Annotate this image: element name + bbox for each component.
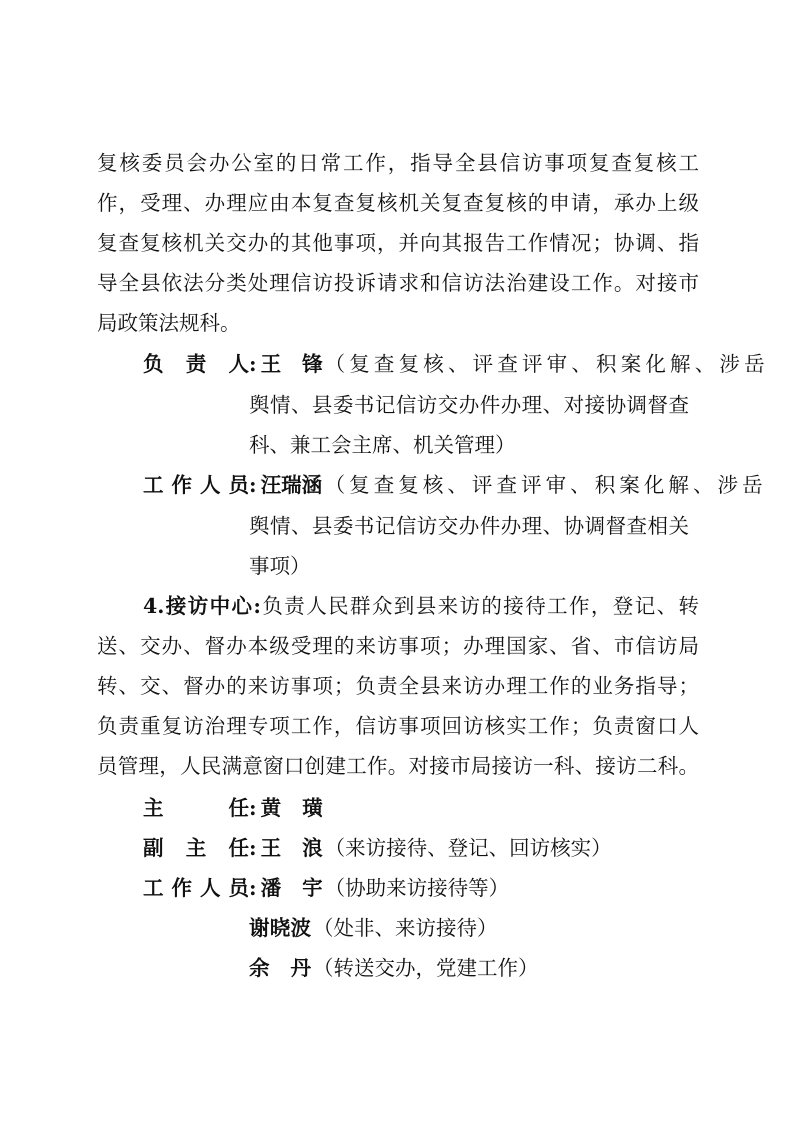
staff-duties-line: 舆情、县委书记信访交办件办理、协调督查相关 (249, 514, 689, 538)
paragraph-line: 送、交办、督办本级受理的来访事项；办理国家、省、市信访局 (97, 634, 699, 658)
role-label: 工作人员 (143, 473, 249, 497)
staff-duties-line: 舆情、县委书记信访交办件办理、对接协调督查 (249, 393, 689, 417)
staff-duties-line: 科、兼工会主席、机关管理） (249, 433, 516, 457)
staff-row (143, 467, 763, 503)
staff-duties-line: 事项） (249, 554, 311, 578)
staff-name: 余 丹 (249, 956, 311, 980)
staff-duties: （复查复核、评查评审、积案化解、涉岳 (324, 473, 763, 497)
staff-row (143, 346, 765, 382)
paragraph-line: 导全县依法分类处理信访投诉请求和信访法治建设工作。对接市 (97, 271, 699, 295)
staff-name: 王 锋 (260, 352, 323, 376)
staff-duties: （来访接待、登记、回访核实） (324, 836, 612, 860)
staff-duties: （复查复核、评查评审、积案化解、涉岳 (324, 352, 765, 376)
staff-duties: （处非、来访接待） (313, 916, 498, 940)
section-heading-line (143, 588, 699, 624)
staff-row (143, 790, 325, 826)
staff-name: 黄 璜 (260, 796, 323, 820)
staff-row (143, 830, 612, 866)
role-colon: : (249, 836, 257, 860)
role-label: 负责人 (143, 352, 249, 376)
paragraph-line: 员管理，人民满意窗口创建工作。对接市局接访一科、接访二科。 (97, 754, 699, 778)
staff-duties: （转送交办，党建工作） (313, 956, 539, 980)
role-label: 副主任 (143, 836, 249, 860)
staff-name: 谢晓波 (249, 916, 311, 940)
section-heading: 4.接访中心: (143, 594, 261, 618)
staff-name: 潘 宇 (260, 876, 323, 900)
paragraph-line: 复核委员会办公室的日常工作，指导全县信访事项复查复核工 (97, 151, 699, 175)
role-colon: : (249, 796, 257, 820)
paragraph-line: 作，受理、办理应由本复查复核机关复查复核的申请，承办上级 (97, 191, 699, 215)
section-text: 负责人民群众到县来访的接待工作，登记、转 (260, 594, 700, 618)
paragraph-line: 局政策法规科。 (97, 311, 241, 335)
role-colon: : (249, 352, 257, 376)
role-label: 主任 (143, 796, 249, 820)
staff-name: 汪瑞涵 (260, 473, 323, 497)
role-label: 工作人员 (143, 876, 249, 900)
staff-row (249, 950, 539, 986)
role-colon: : (249, 473, 257, 497)
paragraph-line: 负责重复访治理专项工作，信访事项回访核实工作；负责窗口人 (97, 714, 699, 738)
staff-name: 王 浪 (260, 836, 323, 860)
staff-row (249, 910, 498, 946)
staff-duties: （协助来访接待等） (324, 876, 510, 900)
role-colon: : (249, 876, 257, 900)
paragraph-line: 复查复核机关交办的其他事项，并向其报告工作情况；协调、指 (97, 231, 699, 255)
staff-row (143, 870, 509, 906)
paragraph-line: 转、交、督办的来访事项；负责全县来访办理工作的业务指导； (97, 674, 699, 698)
